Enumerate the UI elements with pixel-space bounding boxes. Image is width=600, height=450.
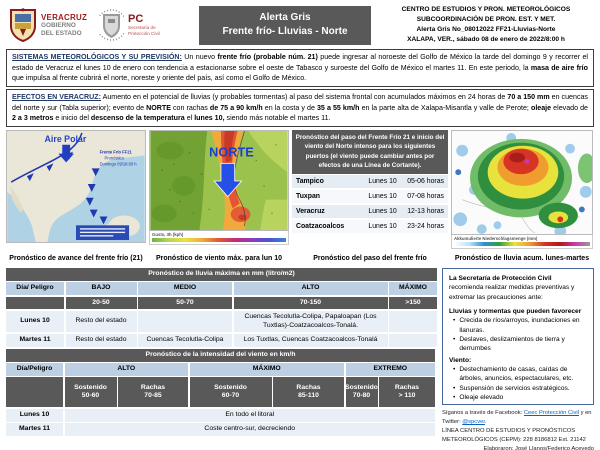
veracruz-logo-sub1: GOBIERNO	[41, 22, 76, 30]
pc-logo-abbr: PC	[128, 13, 144, 25]
front-advance-map-figure	[6, 130, 146, 264]
rain-row1-bajo: Resto del estado	[66, 311, 137, 333]
risk-item-text: • Destechamiento de casas, caídas de árboles, anuncios, espectaculares, etc.	[459, 366, 574, 383]
alert-title-line2: Frente frío- Lluvias - Norte	[222, 26, 348, 37]
rain-col-day: Día/ Peligro	[6, 282, 64, 295]
risk-item-text: • Oleaje elevado	[459, 394, 504, 402]
rain-row2-medio: Cuencas Tecolutla-Colipa	[138, 334, 232, 347]
rain-accumulation-map	[451, 130, 593, 235]
rain-scale	[451, 235, 593, 249]
veracruz-logo-title: VERACRUZ	[41, 13, 88, 23]
alert-number-line: Alerta Gris No_08012022 FF21-Lluvias-Norte	[416, 26, 556, 33]
wind-forecast-map	[149, 130, 289, 231]
rain-table-title: Pronóstico de lluvia máxima en mm (litro/m2)	[6, 268, 437, 281]
wind-risks-list	[449, 365, 587, 402]
wind-table	[6, 349, 437, 436]
risk-item-text: • Suspensión de servicios estratégicos.	[459, 384, 570, 392]
port-name: Tuxpan	[296, 193, 320, 201]
rain-table	[6, 268, 437, 347]
recommendations-box	[442, 268, 594, 405]
spc-name: La Secretaría de Protección Civil	[449, 274, 552, 282]
ports-table-title: Pronóstico del paso del Frente Frío 21 e inicio del viento del Norte intenso para los siguientes puertos (el viento puede cambiar antes por efectos de una Línea de Cortante).	[292, 130, 448, 174]
wind-group-maximo: MÁXIMO	[190, 363, 345, 376]
rain-col-alto: ALTO	[234, 282, 388, 295]
rain-scale-label: Akkumulierte Niederschlagsmenge (mm)	[454, 235, 538, 241]
pc-shield-icon	[99, 9, 124, 41]
rain-row2-alto: Los Tuxtlas, Cuencas Coatzacoalcos-Tonalá	[234, 334, 388, 347]
rain-row1-day: Lunes 10	[6, 311, 64, 333]
norte-label: NORTE	[209, 144, 254, 160]
wind-sub-label: Rachas	[394, 383, 420, 391]
twitter-link[interactable]: @spcver	[462, 418, 485, 425]
rain-col-medio: MEDIO	[138, 282, 232, 295]
rain-row1-maximo	[389, 311, 437, 333]
wind-sub-range: 50-60	[81, 392, 100, 400]
risk-item-text: • Deslaves, deslizamientos de tierra y derrumbes	[459, 336, 565, 353]
efectos-text: e inicio del	[53, 114, 91, 123]
authors-line: Elaboraron: José Llanos/Federico Acevedo	[483, 445, 594, 450]
efectos-text: siendo más notable el martes 11.	[224, 114, 331, 123]
ports-row-veracruz	[292, 205, 448, 218]
rain-row1-alto: Cuencas Tecolutla-Colipa, Papaloapan (Los Tuxtlas)-Coatzacoalcos-Tonalá.	[234, 311, 388, 333]
pc-logo-sub1: Secretaría de	[128, 25, 156, 30]
wind-sub-label: Sostenido	[214, 383, 247, 391]
rain-risks-list	[449, 316, 587, 353]
rain-row2-bajo: Resto del estado	[66, 334, 137, 347]
wind-sub-5	[346, 377, 378, 407]
facebook-prefix: Síganos a través de Facebook:	[442, 409, 524, 416]
wind-row1-day: Lunes 10	[6, 409, 63, 422]
wind-sub-label: Rachas	[296, 383, 321, 391]
rain-risks-title: Lluvias y tormentas que pueden favorecer	[449, 307, 582, 315]
efectos-bold-metros: 2 a 3 metros	[12, 114, 54, 123]
recommendations-intro	[449, 274, 587, 302]
wind-color-scale-bar	[152, 238, 286, 242]
efectos-heading: EFECTOS EN VERACRUZ:	[12, 92, 101, 101]
rain-col-bajo: BAJO	[66, 282, 137, 295]
ports-forecast-table	[292, 130, 448, 264]
wind-scale-label: Gusts, 3h (kph)	[152, 231, 184, 237]
efectos-text: Aumento en el potencial de lluvias (y probables tormentas) al paso del sistema frontal con acumulados máximos en 24 horas de	[101, 92, 508, 101]
wind-sub-label: Sostenido	[345, 383, 378, 391]
wind-sub-2	[118, 377, 188, 407]
rain-col-maximo: MÁXIMO	[389, 282, 437, 295]
org-header-block	[377, 5, 595, 46]
rain-row2-day: Martes 11	[6, 334, 64, 347]
port-name: Tampico	[296, 178, 324, 186]
header	[5, 3, 595, 47]
efectos-text: el	[184, 114, 195, 123]
aire-polar-label: Aire Polar	[44, 133, 87, 144]
port-name: Veracruz	[296, 208, 325, 216]
wind-sub-6	[379, 377, 435, 407]
front-advance-caption: Pronóstico de avance del frente frío (21)	[9, 255, 143, 263]
ports-row-coatzacoalcos	[292, 220, 448, 233]
proteccion-civil-logo	[99, 9, 160, 41]
port-hours: 05-06 horas	[407, 178, 444, 186]
risk-item	[453, 335, 587, 354]
efectos-text: en la costa y de	[262, 103, 317, 112]
rain-range-alto: 70-150	[234, 297, 388, 310]
pc-logo-sub2: Protección Civil	[128, 30, 160, 36]
sistemas-heading: SISTEMAS METEOROLÓGICOS Y SU PREVISIÓN:	[12, 53, 182, 61]
org-line-2: SUBCOORDINACIÓN DE PRON. EST. Y MET.	[416, 15, 556, 23]
rain-accum-map-figure	[451, 130, 593, 264]
wind-sub-label: Rachas	[140, 383, 166, 391]
right-column	[442, 268, 594, 450]
efectos-bold-norte: NORTE	[146, 103, 171, 112]
social-line	[442, 409, 594, 427]
facebook-link[interactable]: Ceec Protección Civil	[523, 409, 579, 416]
wind-sub-label: Sostenido	[74, 383, 107, 391]
wind-group-alto: ALTO	[65, 363, 189, 376]
veracruz-logo-sub2: DEL ESTADO	[41, 29, 82, 37]
forecast-tables	[6, 268, 437, 450]
port-hours: 23-24 horas	[407, 222, 444, 230]
sistemas-text: Un nuevo	[181, 53, 218, 61]
rain-color-scale-bar	[454, 242, 590, 246]
efectos-text: en la parte alta de Xalapa-Misantla y valle de Perote;	[359, 103, 531, 112]
efectos-text: elevado de	[551, 103, 588, 112]
logo-group	[5, 8, 193, 42]
bottom-section	[5, 268, 595, 450]
port-name: Coatzacoalcos	[296, 222, 345, 230]
wind-scale	[149, 231, 289, 245]
wind-sub-3	[190, 377, 272, 407]
port-hours: 12-13 horas	[407, 208, 444, 216]
ports-row-tuxpan	[292, 190, 448, 203]
efectos-bold-rachas-altas: 35 a 55 km/h	[316, 103, 360, 112]
wind-sub-range: 60-70	[221, 392, 240, 400]
port-day: Lunes 10	[368, 222, 397, 230]
risk-item	[453, 365, 587, 384]
media-row	[5, 130, 595, 264]
wind-sub-range: 85-110	[298, 392, 319, 400]
rain-row1-medio	[138, 311, 232, 333]
twitter-prefix: y en Twitter:	[442, 409, 592, 425]
rain-range-maximo: >150	[389, 297, 437, 310]
wind-map-caption: Pronóstico de viento máx. para lun 10	[155, 255, 283, 263]
sistemas-paragraph	[6, 49, 594, 87]
rain-range-empty	[6, 297, 64, 310]
recommendations-intro-text: recomienda realizar medidas preventivas y extremar las precauciones ante:	[449, 284, 575, 301]
alert-title-banner	[199, 6, 371, 45]
sistemas-text: puede ingresar al noroeste del Golfo de México la tarde del domingo 9 y recorrer el estado de Veracruz el lunes 10 de enero con tendencia a estacionarse sobre el oeste de Tabasco y suroeste del Golfo de México el martes 11. En este periodo, la	[12, 53, 588, 72]
wind-sub-range: 70-85	[144, 392, 162, 400]
rain-accum-caption: Pronóstico de lluvia acum. lunes-martes	[454, 255, 590, 263]
sistemas-text: que impulsa al frente cubrirá el norte, noreste y oriente del país, así como el Golfo de México.	[12, 74, 307, 83]
port-day: Lunes 10	[368, 208, 397, 216]
org-line-1: CENTRO DE ESTUDIOS Y PRON. METEOROLÓGICOS	[401, 5, 571, 13]
period: .	[484, 418, 487, 425]
efectos-text: con rachas	[170, 103, 210, 112]
front-advance-map	[6, 130, 146, 243]
wind-map-figure	[149, 130, 289, 264]
wind-row2-value: Coste centro-sur, decreciendo	[65, 423, 436, 436]
risk-item-text: • Crecida de ríos/arroyos, inundaciones en llanuras.	[459, 317, 580, 334]
risk-item	[453, 393, 587, 402]
front-annotation-1: Frente Frío FF21	[99, 149, 132, 155]
wind-risks-title: Viento:	[449, 356, 472, 364]
risk-item	[453, 384, 587, 393]
rain-range-medio: 50-70	[138, 297, 232, 310]
wind-sub-4	[273, 377, 344, 407]
front-annotation-2: Pronóstico	[104, 155, 124, 161]
wind-sub-1	[65, 377, 117, 407]
efectos-bold-rachas: de 75 a 90 km/h	[209, 103, 263, 112]
efectos-bold-mm: 70 a 150 mm	[507, 92, 550, 101]
port-day: Lunes 10	[368, 178, 397, 186]
risk-item	[453, 316, 587, 335]
wind-sub-empty	[6, 377, 63, 407]
efectos-bold-lunes: lunes 10,	[194, 114, 225, 123]
wind-sub-range: > 110	[398, 392, 416, 400]
wind-col-day: Día/Peligro	[6, 363, 63, 376]
ports-table-caption: Pronóstico del paso del frente frío	[313, 255, 427, 263]
veracruz-logo	[9, 8, 87, 42]
front-annotation-3: Domingo 09/18:00 h	[99, 161, 137, 167]
wind-row2-day: Martes 11	[6, 423, 63, 436]
alert-title-line1: Alerta Gris	[259, 11, 311, 23]
wind-table-title: Pronóstico de la intensidad del viento en km/h	[6, 349, 435, 362]
date-line: XALAPA, VER., sábado 08 de enero de 2022/8:00 h	[407, 36, 565, 44]
sistemas-bold-frente: frente frío (probable núm. 21)	[217, 53, 318, 61]
footer	[442, 409, 594, 450]
rain-range-bajo: 20-50	[66, 297, 137, 310]
efectos-bold-oleaje: oleaje	[530, 103, 552, 112]
efectos-text: en cuencas del norte y sur (Tabla superior); evento de	[12, 92, 588, 112]
wind-sub-range: 70-80	[352, 392, 371, 400]
wind-group-extremo: EXTREMO	[346, 363, 436, 376]
efectos-bold-descenso: descenso de la temperatura	[90, 114, 185, 123]
phone-line: LÍNEA CENTRO DE ESTUDIOS Y PRONÓSTICOS METEOROLÓGICOS (CEPM): 228 8186812 Ext. 21142	[442, 427, 586, 443]
veracruz-coat-of-arms-icon	[9, 8, 37, 42]
sistemas-bold-masa: masa de aire frío	[530, 63, 588, 72]
rain-row2-maximo	[389, 334, 437, 347]
port-hours: 07-08 horas	[407, 193, 444, 201]
ports-row-tampico	[292, 175, 448, 188]
port-day: Lunes 10	[368, 193, 397, 201]
wind-row1-value: En todo el litoral	[65, 409, 436, 422]
efectos-paragraph	[6, 89, 594, 127]
